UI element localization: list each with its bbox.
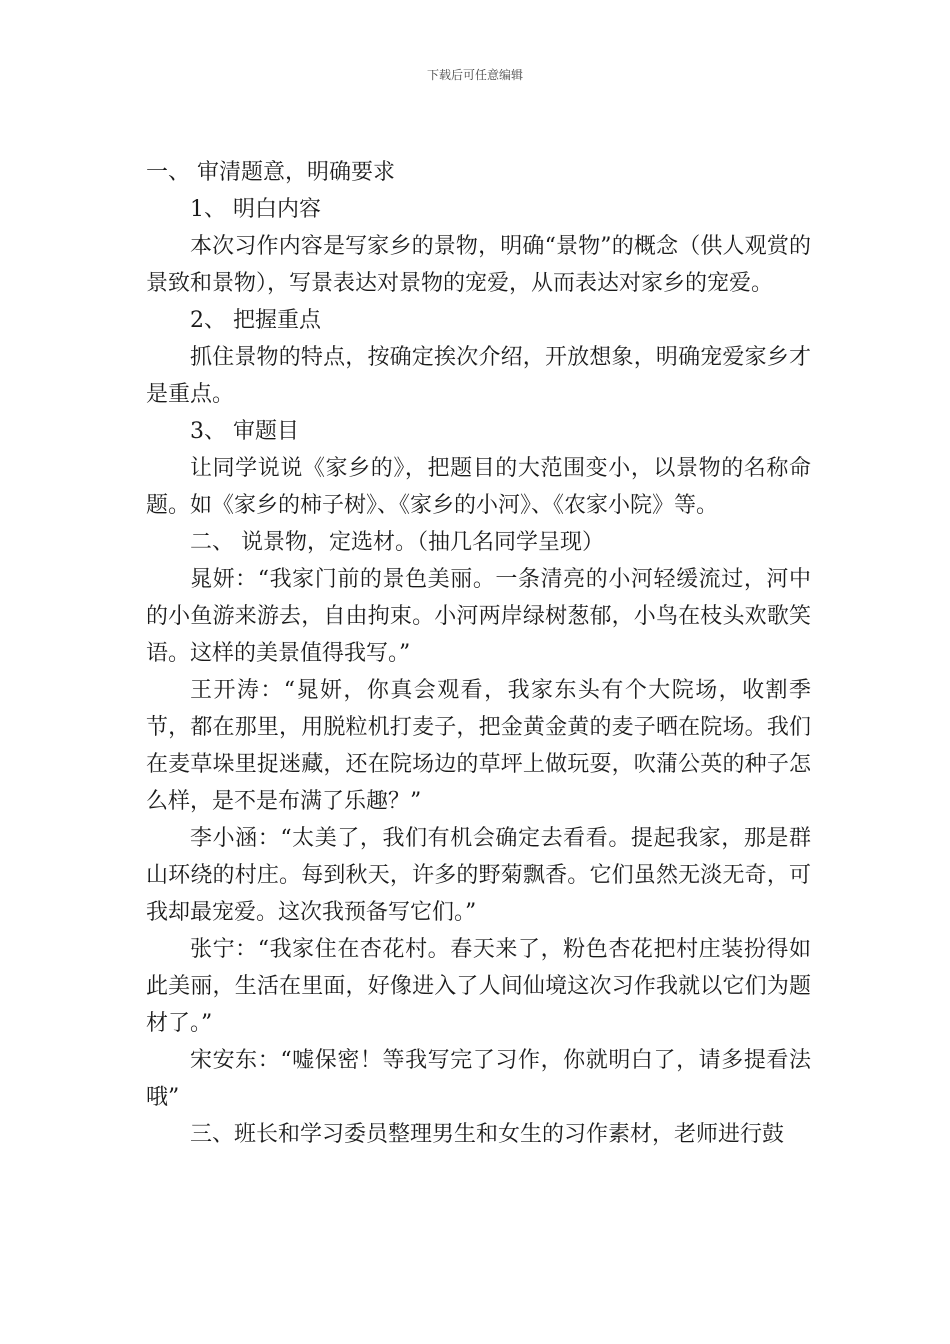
- section-heading-1: 一、 审清题意，明确要求: [146, 160, 395, 185]
- page-header: 下载后可任意编辑: [426, 68, 523, 82]
- dialogue-paragraph: 王开涛：“晁妍，你真会观看，我家东头有个大院场，收割季节，都在那里，用脱粒机打麦子，把金黄金黄的麦子晒在院场。我们在麦草垛里捉迷藏，还在院场边的草坪上做玩耍，吹蒲公英的种子怎么样，是不是布满了乐趣？”: [146, 678, 811, 814]
- dialogue-paragraph: 晁妍：“我家门前的景色美丽。一条清亮的小河轻缓流过，河中的小鱼游来游去，自由拘束。小河两岸绿树葱郁，小鸟在枝头欢歌笑语。这样的美景值得我写。”: [146, 567, 811, 666]
- paragraph: 抓住景物的特点，按确定挨次介绍，开放想象，明确宠爱家乡才是重点。: [146, 345, 811, 407]
- paragraph: 让同学说说《家乡的》，把题目的大范围变小，以景物的名称命题。如《家乡的柿子树》、《家乡的小河》、《农家小院》等。: [146, 456, 811, 518]
- document-body: [146, 154, 811, 1153]
- subheading-1: 1、 明白内容: [190, 197, 321, 222]
- dialogue-paragraph: 宋安东：“嘘保密！等我写完了习作，你就明白了，请多提看法哦”: [146, 1048, 811, 1110]
- dialogue-paragraph: 张宁：“我家住在杏花村。春天来了，粉色杏花把村庄装扮得如此美丽，生活在里面，好像进入了人间仙境这次习作我就以它们为题材了。”: [146, 937, 811, 1036]
- subheading-3: 3、 审题目: [190, 419, 299, 444]
- dialogue-paragraph: 李小涵：“太美了，我们有机会确定去看看。提起我家，那是群山环绕的村庄。每到秋天，许多的野菊飘香。它们虽然无淡无奇，可我却最宠爱。这次我预备写它们。”: [146, 826, 811, 925]
- subheading-2: 2、 把握重点: [190, 308, 321, 333]
- section-heading-2: 二、 说景物，定选材。（抽几名同学呈现）: [190, 530, 604, 555]
- section-heading-3: 三、班长和学习委员整理男生和女生的习作素材，老师进行鼓: [190, 1122, 785, 1147]
- paragraph: 本次习作内容是写家乡的景物，明确“景物”的概念（供人观赏的景致和景物），写景表达对景物的宠爱，从而表达对家乡的宠爱。: [146, 234, 811, 296]
